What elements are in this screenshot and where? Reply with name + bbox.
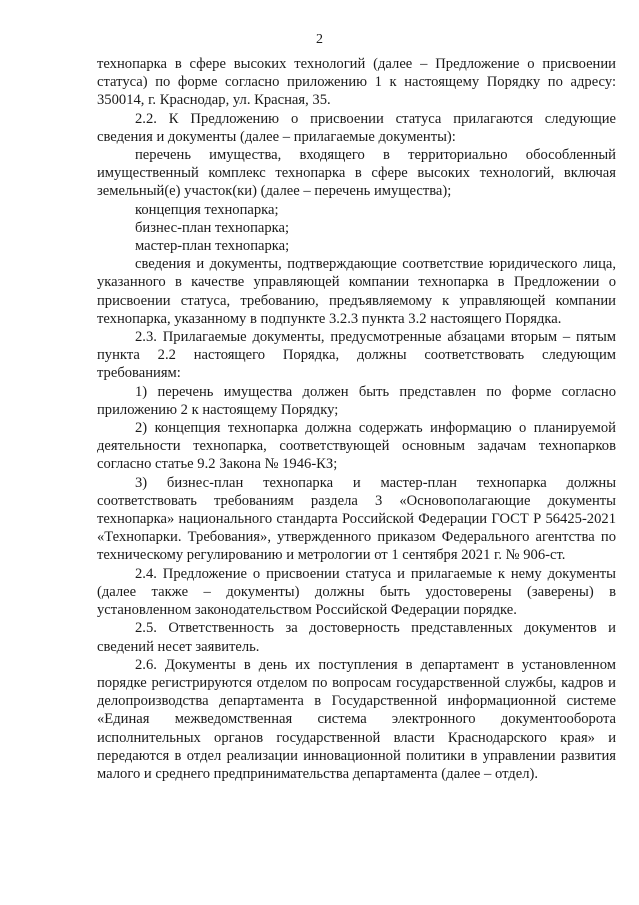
list-item-concept: концепция технопарка;	[135, 201, 279, 218]
requirement-1: 1) перечень имущества должен быть представлен по форме согласно приложению 2 к настоящему Порядку;	[97, 383, 616, 418]
paragraph-2-4: 2.4. Предложение о присвоении статуса и прилагаемые к нему документы (далее также – документы) должны быть удостоверены (заверены) в установленном законодательством Российской Федерации порядке.	[97, 565, 616, 619]
paragraph-2-5: 2.5. Ответственность за достоверность представленных документов и сведений несет заявитель.	[97, 620, 616, 655]
requirement-2: 2) концепция технопарка должна содержать информацию о планируемой деятельности технопарка, соответствующей основным задачам технопарков согласно статье 9.2 Закона № 1946-КЗ;	[97, 420, 616, 473]
requirement-3: 3) бизнес-план технопарка и мастер-план технопарка должны соответствовать требованиям раздела 3 «Основополагающие документы технопарка» национального стандарта Российской Федерации ГОСТ Р 56425-2021 «Технопарки. Требования», утвержденного приказом Федерального агентства по техническому регулированию и метрологии от 1 сентября 2021 г. № 906-ст.	[97, 474, 616, 564]
paragraph-continuation: технопарка в сфере высоких технологий (далее – Предложение о присвоении статуса) по форме согласно приложению 1 к настоящему Порядку по адресу: 350014, г. Краснодар, ул. Красная, 35.	[97, 56, 616, 109]
paragraph-2-6: 2.6. Документы в день их поступления в департамент в установленном порядке регистрируются отделом по вопросам государственной службы, кадров и делопроизводства департамента в Государственной информационной системе «Единая межведомственная система электронного документооборота исполнительных органов государственной власти Краснодарского края» и передаются в отдел реализации инновационной политики в управлении развития малого и среднего предпринимательства департамента (далее – отдел).	[97, 656, 616, 782]
list-item-property-list: перечень имущества, входящего в территориально обособленный имущественный комплекс технопарка в сфере высоких технологий, включая земельный(е) участок(ки) (далее – перечень имущества);	[97, 147, 616, 200]
paragraph-2-3: 2.3. Прилагаемые документы, предусмотренные абзацами вторым – пятым пункта 2.2 настоящего Порядка, должны соответствовать следующим требованиям:	[97, 329, 616, 382]
list-item-business-plan: бизнес-план технопарка;	[135, 219, 290, 236]
paragraph-2-2: 2.2. К Предложению о присвоении статуса прилагаются следующие сведения и документы (далее – прилагаемые документы):	[97, 110, 616, 145]
list-item-compliance-docs: сведения и документы, подтверждающие соответствие юридического лица, указанного в качестве управляющей компании технопарка в Предложении о присвоении статуса, требованию, предъявляемому к управляющей компании технопарка, указанному в подпункте 3.2.3 пункта 3.2 настоящего Порядка.	[97, 256, 616, 327]
list-item-master-plan: мастер-план технопарка;	[135, 238, 290, 255]
document-body	[97, 55, 616, 783]
page-number: 2	[316, 32, 323, 47]
